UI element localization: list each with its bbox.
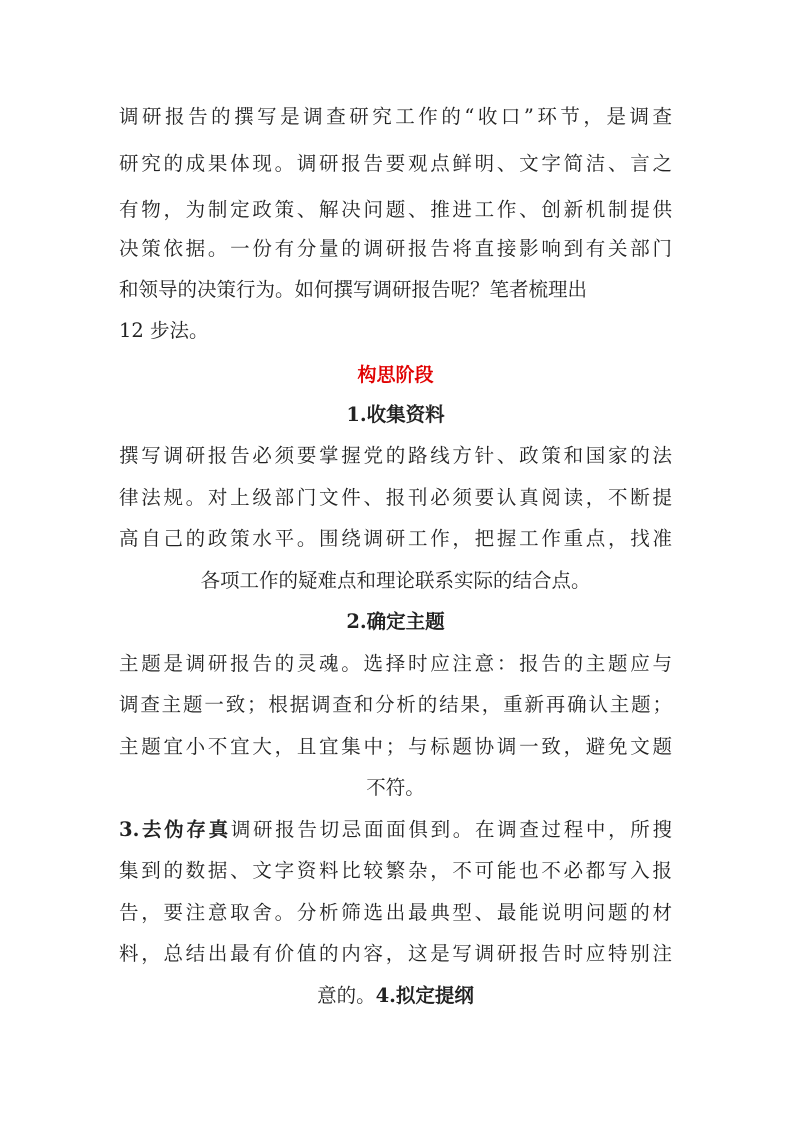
intro-line: 有物，为制定政策、解决问题、推进工作、创新机制提供 bbox=[119, 198, 672, 221]
body-text: 意的。 bbox=[317, 984, 376, 1007]
body-line: 告，要注意取舍。分析筛选出最典型、最能说明问题的材 bbox=[119, 901, 672, 924]
intro-line: 决策依据。一份有分量的调研报告将直接影响到有关部门 bbox=[119, 237, 672, 260]
body-line: 主题宜小不宜大，且宜集中；与标题协调一致，避免文题 bbox=[119, 735, 672, 758]
intro-line: 12 步法。 bbox=[119, 319, 209, 342]
section-heading-2: 2.确定主题 bbox=[346, 610, 445, 633]
section-heading-4: 4.拟定提纲 bbox=[375, 984, 474, 1007]
intro-line: 调研报告的撰写是调查研究工作的“收口”环节，是调查 bbox=[119, 105, 672, 128]
section-heading-3: 3.去伪存真 bbox=[119, 818, 231, 841]
section-heading-1: 1.收集资料 bbox=[346, 403, 445, 426]
intro-line: 研究的成果体现。调研报告要观点鲜明、文字简洁、言之 bbox=[119, 152, 672, 175]
body-line: 撰写调研报告必须要掌握党的路线方针、政策和国家的法 bbox=[119, 444, 672, 467]
body-line-with-heading bbox=[119, 983, 672, 1009]
body-line: 主题是调研报告的灵魂。选择时应注意：报告的主题应与 bbox=[119, 652, 672, 675]
body-line: 不符。 bbox=[366, 776, 425, 799]
body-line: 各项工作的疑难点和理论联系实际的结合点。 bbox=[200, 569, 591, 592]
body-line: 高自己的政策水平。围绕调研工作，把握工作重点，找准 bbox=[119, 527, 672, 550]
body-line: 集到的数据、文字资料比较繁杂，不可能也不必都写入报 bbox=[119, 859, 672, 882]
intro-line: 和领导的决策行为。如何撰写调研报告呢？笔者梳理出 bbox=[119, 278, 588, 301]
body-line: 料，总结出最有价值的内容，这是写调研报告时应特别注 bbox=[119, 942, 672, 965]
body-line: 调查主题一致；根据调查和分析的结果，重新再确认主题； bbox=[119, 693, 672, 716]
body-line: 律法规。对上级部门文件、报刊必须要认真阅读，不断提 bbox=[119, 486, 672, 509]
body-text: 调研报告切忌面面俱到。在调查过程中，所搜 bbox=[230, 818, 672, 841]
body-line-with-heading bbox=[119, 817, 672, 843]
stage-title: 构思阶段 bbox=[357, 364, 434, 386]
